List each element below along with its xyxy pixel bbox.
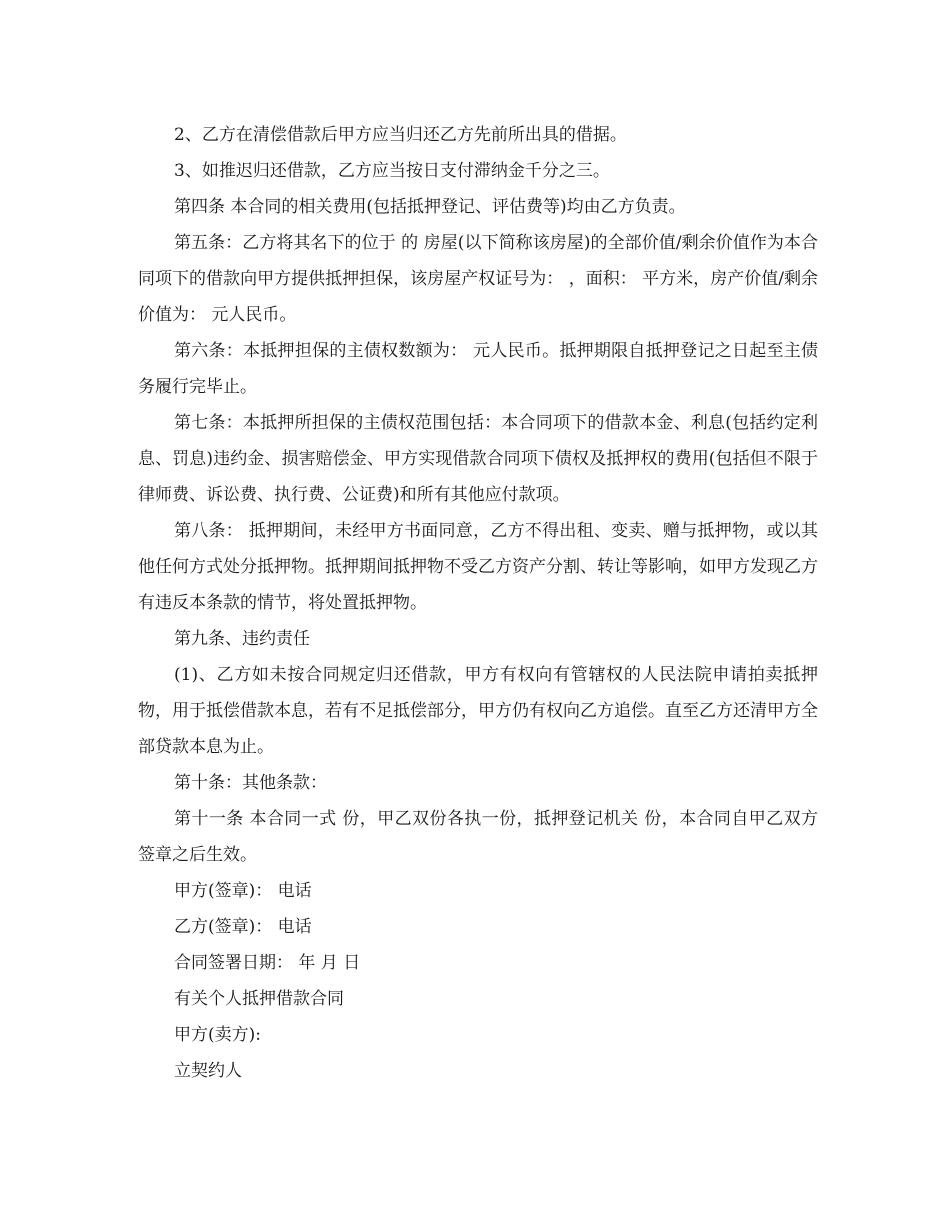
party-a-signature-line: 甲方(签章)： 电话: [174, 881, 312, 901]
article-10: 第十条：其他条款：: [174, 773, 327, 793]
article-5: 第五条：乙方将其名下的位于 的 房屋(以下简称该房屋)的全部价值/剩余价值作为本合同项下的借款向甲方提供抵押担保，该房屋产权证号为： ，面积： 平方米，房产价值/剩余价值为： 元人民币。: [138, 233, 818, 325]
article-6: 第六条：本抵押担保的主债权数额为： 元人民币。抵押期限自抵押登记之日起至主债务履行完毕止。: [138, 341, 818, 397]
clause-late-fee: 3、如推迟归还借款，乙方应当按日支付滞纳金千分之三。: [174, 161, 610, 181]
contracting-party-line: 立契约人: [174, 1061, 242, 1081]
article-8: 第八条： 抵押期间，未经甲方书面同意，乙方不得出租、变卖、赠与抵押物，或以其他任何方式处分抵押物。抵押期间抵押物不受乙方资产分割、转让等影响，如甲方发现乙方有违反本条款的情节，将处置抵押物。: [138, 521, 818, 613]
signing-date-line: 合同签署日期： 年 月 日: [174, 953, 361, 973]
clause-repay-receipt: 2、乙方在清偿借款后甲方应当归还乙方先前所出具的借据。: [174, 125, 627, 145]
article-9-item-1: (1)、乙方如未按合同规定归还借款，甲方有权向有管辖权的人民法院申请拍卖抵押物，用于抵偿借款本息，若有不足抵偿部分，甲方仍有权向乙方追偿。直至乙方还清甲方全部贷款本息为止。: [138, 665, 818, 757]
article-7: 第七条：本抵押所担保的主债权范围包括：本合同项下的借款本金、利息(包括约定利息、罚息)违约金、损害赔偿金、甲方实现借款合同项下债权及抵押权的费用(包括但不限于律师费、诉讼费、执行费、公证费)和所有其他应付款项。: [138, 413, 818, 505]
article-11: 第十一条 本合同一式 份，甲乙双份各执一份，抵押登记机关 份，本合同自甲乙双方签章之后生效。: [138, 809, 818, 865]
contract-title: 有关个人抵押借款合同: [174, 989, 344, 1009]
article-4: 第四条 本合同的相关费用(包括抵押登记、评估费等)均由乙方负责。: [174, 197, 686, 217]
document-body: [138, 117, 818, 1089]
article-9-heading: 第九条、违约责任: [174, 629, 310, 649]
party-b-signature-line: 乙方(签章)： 电话: [174, 917, 312, 937]
party-a-seller-line: 甲方(卖方):: [174, 1025, 261, 1045]
